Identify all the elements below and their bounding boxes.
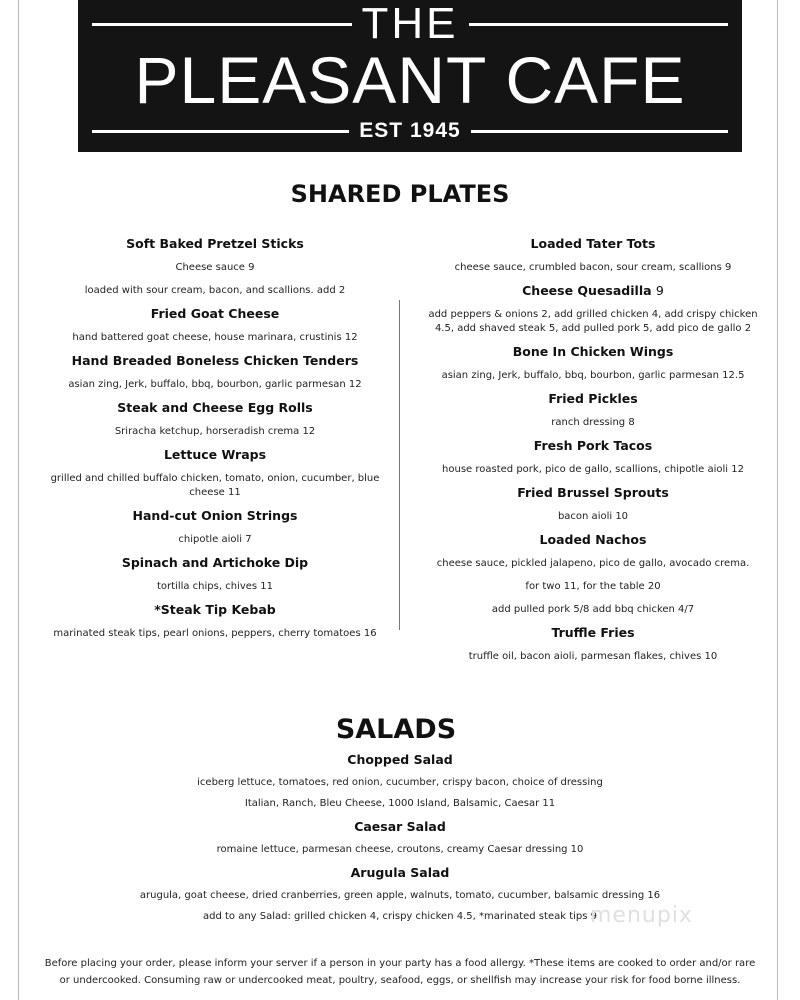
menu-item-title: Lettuce Wraps	[163, 447, 267, 462]
menu-item	[50, 555, 380, 594]
menu-item-name	[40, 819, 760, 835]
menu-item-name	[428, 236, 758, 252]
rule-right	[471, 130, 728, 133]
menu-item-description: ranch dressing 8	[551, 417, 635, 428]
menu-item-description: for two 11, for the table 20	[525, 581, 661, 592]
menu-item	[50, 236, 380, 298]
menu-item-name	[50, 400, 380, 416]
the-row	[78, 2, 742, 46]
menu-item	[50, 306, 380, 345]
menu-item-price: 9	[655, 283, 664, 298]
menu-item-name	[40, 865, 760, 881]
rule-left	[92, 23, 352, 26]
menu-item-title: Steak and Cheese Egg Rolls	[117, 400, 313, 415]
menu-item-description: marinated steak tips, pearl onions, peppers, cherry tomatoes 16	[53, 628, 377, 639]
menu-item	[428, 438, 758, 477]
menu-item-description: hand battered goat cheese, house marinara, crustinis 12	[72, 332, 358, 343]
est-row	[78, 116, 742, 146]
menu-item-title: Loaded Tater Tots	[530, 236, 656, 251]
rule-left	[92, 130, 349, 133]
menu-item	[50, 400, 380, 439]
menu-item-name	[428, 283, 758, 299]
menu-item	[428, 344, 758, 383]
shared-plates-left-column	[50, 236, 380, 641]
menu-item-title: Hand Breaded Boneless Chicken Tenders	[71, 353, 359, 368]
allergy-notice: Before placing your order, please inform your server if a person in your party has a food allergy. *These items are cooked to order and/or rare or undercooked. Consuming raw or undercooked meat, poultry, seafood, eggs, or shellfish may increase your risk for food borne illness.	[44, 958, 756, 986]
menu-item-title: Bone In Chicken Wings	[512, 344, 674, 359]
menu-item-title: *Steak Tip Kebab	[154, 602, 276, 617]
menu-item-title: Fried Goat Cheese	[150, 306, 280, 321]
banner-the: THE	[361, 0, 459, 48]
menu-item-description: add pulled pork 5/8 add bbq chicken 4/7	[491, 604, 695, 615]
menu-item-description: asian zing, Jerk, buffalo, bbq, bourbon, garlic parmesan 12.5	[441, 370, 745, 381]
menu-item-description: asian zing, Jerk, buffalo, bbq, bourbon, garlic parmesan 12	[68, 379, 362, 390]
menu-item	[50, 508, 380, 547]
menu-item-description: add to any Salad: grilled chicken 4, crispy chicken 4.5, *marinated steak tips 9	[203, 911, 597, 922]
menu-item	[428, 236, 758, 275]
menu-item-description: chipotle aioli 7	[178, 534, 252, 545]
menu-item-description: iceberg lettuce, tomatoes, red onion, cucumber, crispy bacon, choice of dressing	[197, 777, 603, 788]
menu-item-description: grilled and chilled buffalo chicken, tomato, onion, cucumber, blue cheese 11	[50, 473, 380, 498]
menu-item	[428, 532, 758, 617]
menu-item-title: Fresh Pork Tacos	[533, 438, 653, 453]
menu-item	[50, 353, 380, 392]
menu-item-name	[428, 625, 758, 641]
menu-item-title: Caesar Salad	[354, 819, 446, 834]
menu-item	[428, 485, 758, 524]
menu-item	[50, 602, 380, 641]
header-banner	[78, 0, 742, 152]
shared-plates-right-column	[428, 236, 758, 664]
menu-item-description: house roasted pork, pico de gallo, scallions, chipotle aioli 12	[442, 464, 744, 475]
menu-item-name	[50, 353, 380, 369]
menu-item-description: cheese sauce, pickled jalapeno, pico de gallo, avocado crema.	[436, 558, 750, 569]
menu-item-name	[428, 485, 758, 501]
menu-item-description: tortilla chips, chives 11	[156, 581, 274, 592]
established-year: EST 1945	[359, 119, 461, 142]
watermark: menupix	[590, 903, 693, 928]
shared-plates-title: SHARED PLATES	[290, 180, 510, 208]
menu-item-name	[428, 532, 758, 548]
menu-item-title: Truffle Fries	[551, 625, 635, 640]
menu-item	[428, 625, 758, 664]
menu-item-title: Spinach and Artichoke Dip	[121, 555, 309, 570]
menu-item	[428, 391, 758, 430]
menu-item-title: Fried Pickles	[548, 391, 638, 406]
salads-list	[40, 752, 760, 924]
menu-item	[50, 447, 380, 500]
menu-item-name	[50, 447, 380, 463]
menu-item-title: Soft Baked Pretzel Sticks	[126, 236, 304, 251]
menu-item	[40, 752, 760, 811]
column-divider	[399, 300, 400, 630]
menu-item-title: Cheese Quesadilla	[522, 283, 652, 298]
menu-item-description: cheese sauce, crumbled bacon, sour cream, scallions 9	[454, 262, 732, 273]
menu-item-description: romaine lettuce, parmesan cheese, croutons, creamy Caesar dressing 10	[216, 844, 584, 855]
menu-item-name	[428, 391, 758, 407]
menu-item-description: add peppers & onions 2, add grilled chicken 4, add crispy chicken 4.5, add shaved steak 5, add pulled pork 5, add pico de gallo 2	[428, 309, 758, 334]
menu-item-name	[50, 602, 380, 618]
menu-item-title: Fried Brussel Sprouts	[517, 485, 669, 500]
menu-item-name	[428, 344, 758, 360]
menu-item-description: bacon aioli 10	[557, 511, 629, 522]
menu-item-description: loaded with sour cream, bacon, and scallions. add 2	[84, 285, 346, 296]
menu-item-name	[40, 752, 760, 768]
salads-title: SALADS	[335, 714, 457, 745]
menu-item-title: Chopped Salad	[347, 752, 453, 767]
restaurant-name: PLEASANT CAFE	[134, 43, 686, 117]
menu-item-description: arugula, goat cheese, dried cranberries, green apple, walnuts, tomato, cucumber, balsamic dressing 16	[139, 890, 661, 901]
menu-item-title: Arugula Salad	[350, 865, 450, 880]
menu-item-name	[50, 555, 380, 571]
menu-item-description: truffle oil, bacon aioli, parmesan flakes, chives 10	[468, 651, 718, 662]
menu-item-description: Cheese sauce 9	[175, 262, 255, 273]
menu-item-name	[50, 306, 380, 322]
menu-item-description: Sriracha ketchup, horseradish crema 12	[114, 426, 316, 437]
menu-item-name	[50, 236, 380, 252]
menu-item-name	[428, 438, 758, 454]
menu-item	[40, 819, 760, 857]
menu-item-title: Hand-cut Onion Strings	[132, 508, 298, 523]
menu-item-description: Italian, Ranch, Bleu Cheese, 1000 Island, Balsamic, Caesar 11	[244, 798, 556, 809]
menu-item	[428, 283, 758, 336]
menu-item-title: Loaded Nachos	[539, 532, 647, 547]
rule-right	[469, 23, 729, 26]
menu-item-name	[50, 508, 380, 524]
